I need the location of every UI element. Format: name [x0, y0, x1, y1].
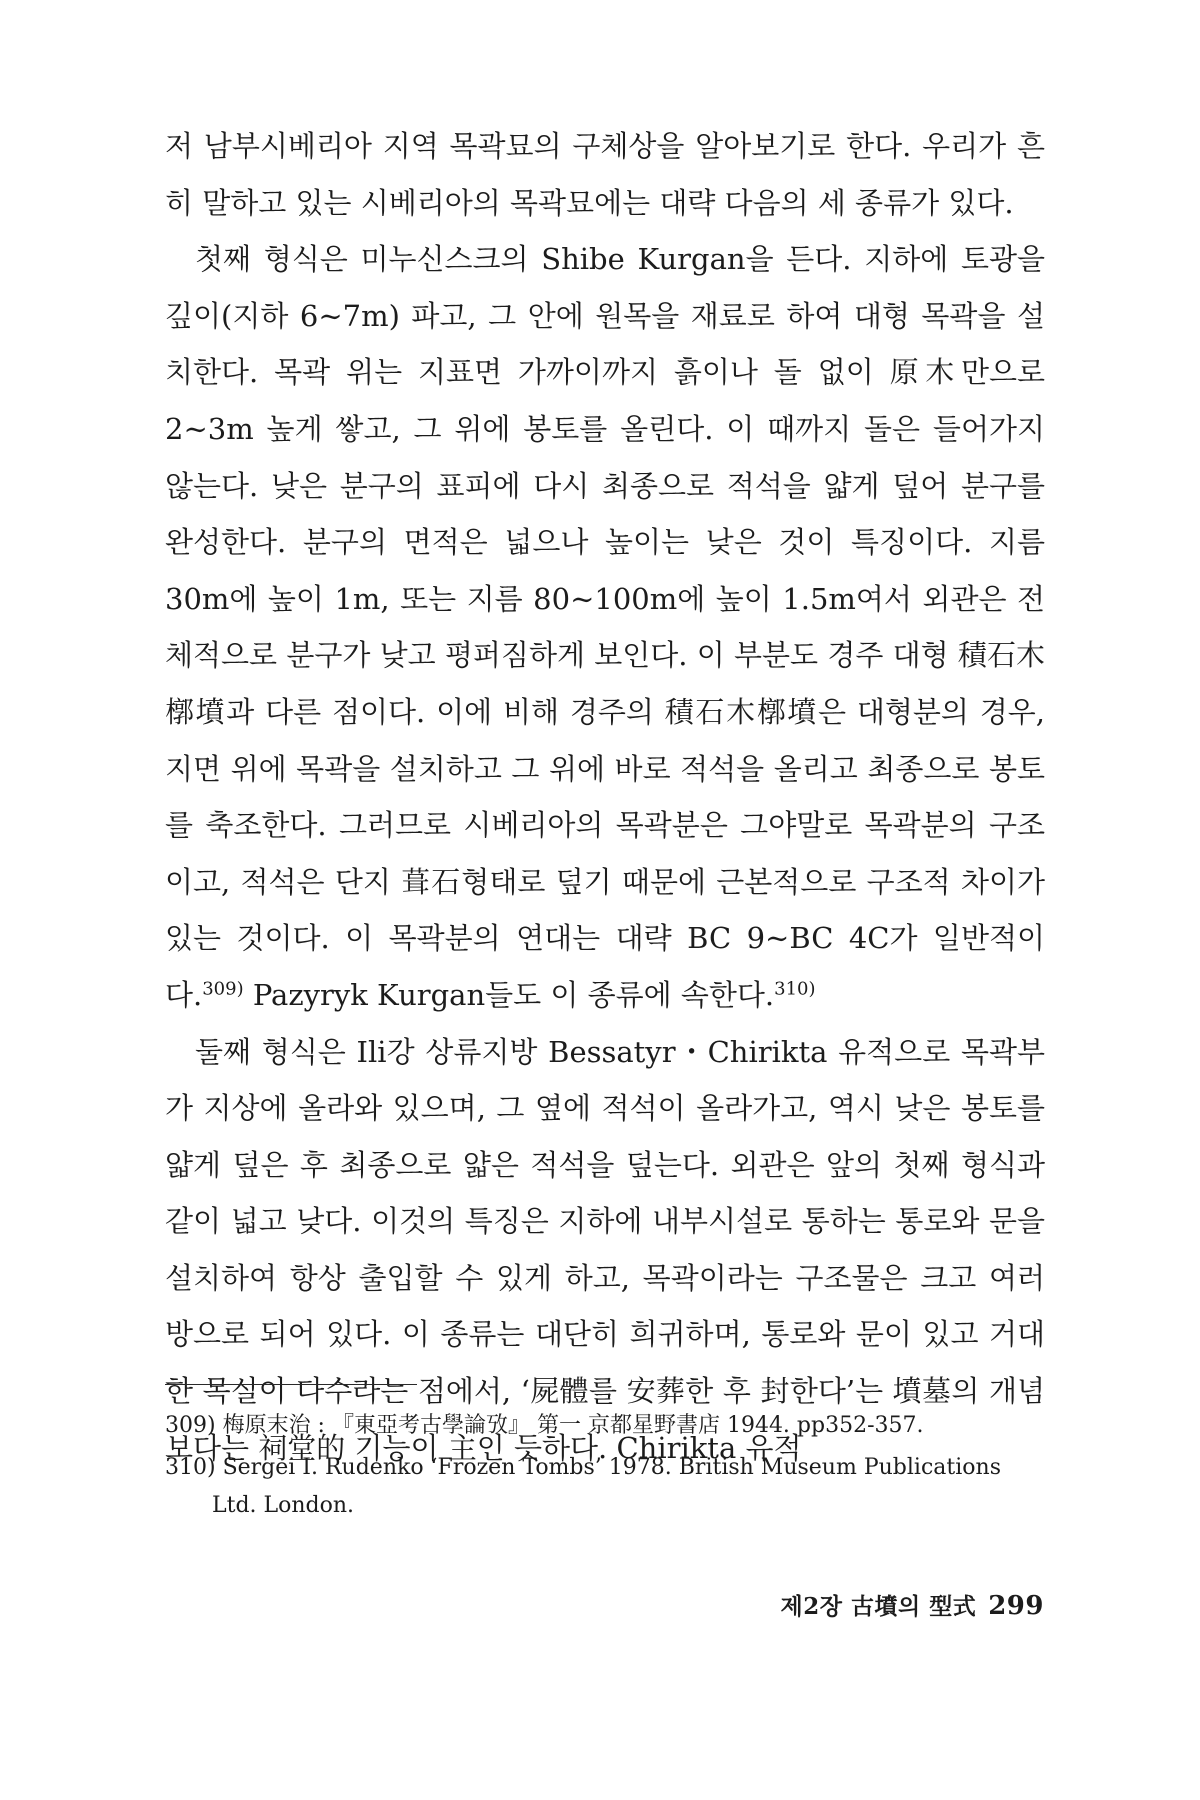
paragraph-text: 둘째 형식은 Ili강 상류지방 Bessatyr・Chirikta 유적으로 목곽부가 지상에 올라와 있으며, 그 옆에 적석이 올라가고, 역시 낮은 봉토를 얇게 덮은 후 최종으로 얇은 적석을 덮는다. 외관은 앞의 첫째 형식과 같이 넓고 낮다. 이것의 특징은 지하에 내부시설로 통하는 통로와 문을 설치하여 항상 출입할 수 있게 하고, 목곽이라는 구조물은 크고 여러 방으로 되어 있다. 이 종류는 대단히 희귀하며, 통로와 문이 있고 거대한 목실이 다수라는 점에서, ‘屍體를 安葬한 후 封한다’는 墳墓의 개념보다는 祠堂的 기능이 主인 듯하다. Chirikta 유적 — [165, 1034, 1045, 1465]
paragraph-text: Pazyryk Kurgan들도 이 종류에 속한다. — [243, 977, 775, 1012]
footnote-310: 310) Sergei I. Rudenko ‘Frozen Tombs’ 1978. British Museum Publications Ltd. London. — [165, 1455, 1001, 1518]
footnote-divider — [165, 1384, 417, 1385]
page-footer — [781, 1588, 1044, 1621]
footnote-reference: 310) — [774, 978, 816, 1000]
page-number: 299 — [988, 1591, 1044, 1621]
footnotes — [165, 1407, 1045, 1529]
paragraph-text: 저 남부시베리아 지역 목곽묘의 구체상을 알아보기로 한다. 우리가 흔히 말하고 있는 시베리아의 목곽묘에는 대략 다음의 세 종류가 있다. — [165, 129, 1045, 220]
chapter-title: 제2장 古墳의 型式 — [780, 1593, 977, 1620]
paragraph — [165, 231, 1045, 1023]
paragraph — [165, 118, 1045, 231]
footnote-309: 309) 梅原末治 : 『東亞考古學論攷』 第一 京都星野書店 1944. pp352-357. — [165, 1413, 924, 1438]
body-text — [165, 118, 1045, 1476]
footnote-reference: 309) — [202, 978, 244, 1000]
paragraph-text: 첫째 형식은 미누신스크의 Shibe Kurgan을 든다. 지하에 토광을 깊이(지하 6∼7m) 파고, 그 안에 원목을 재료로 하여 대형 목곽을 설치한다. 목곽 위는 지표면 가까이까지 흙이나 돌 없이 原木만으로 2∼3m 높게 쌓고, 그 위에 봉토를 올린다. 이 때까지 돌은 들어가지 않는다. 낮은 분구의 표피에 다시 최종으로 적석을 얇게 덮어 분구를 완성한다. 분구의 면적은 넓으나 높이는 낮은 것이 특징이다. 지름 30m에 높이 1m, 또는 지름 80∼100m에 높이 1.5m여서 외관은 전체적으로 분구가 낮고 평퍼짐하게 보인다. 이 부분도 경주 대형 積石木槨墳과 다른 점이다. 이에 비해 경주의 積石木槨墳은 대형분의 경우, 지면 위에 목곽을 설치하고 그 위에 바로 적석을 올리고 최종으로 봉토를 축조한다. 그러므로 시베리아의 목곽분은 그야말로 목곽분의 구조이고, 적석은 단지 葺石형태로 덮기 때문에 근본적으로 구조적 차이가 있는 것이다. 이 목곽분의 연대는 대략 BC 9∼BC 4C가 일반적이다. — [165, 242, 1045, 1012]
